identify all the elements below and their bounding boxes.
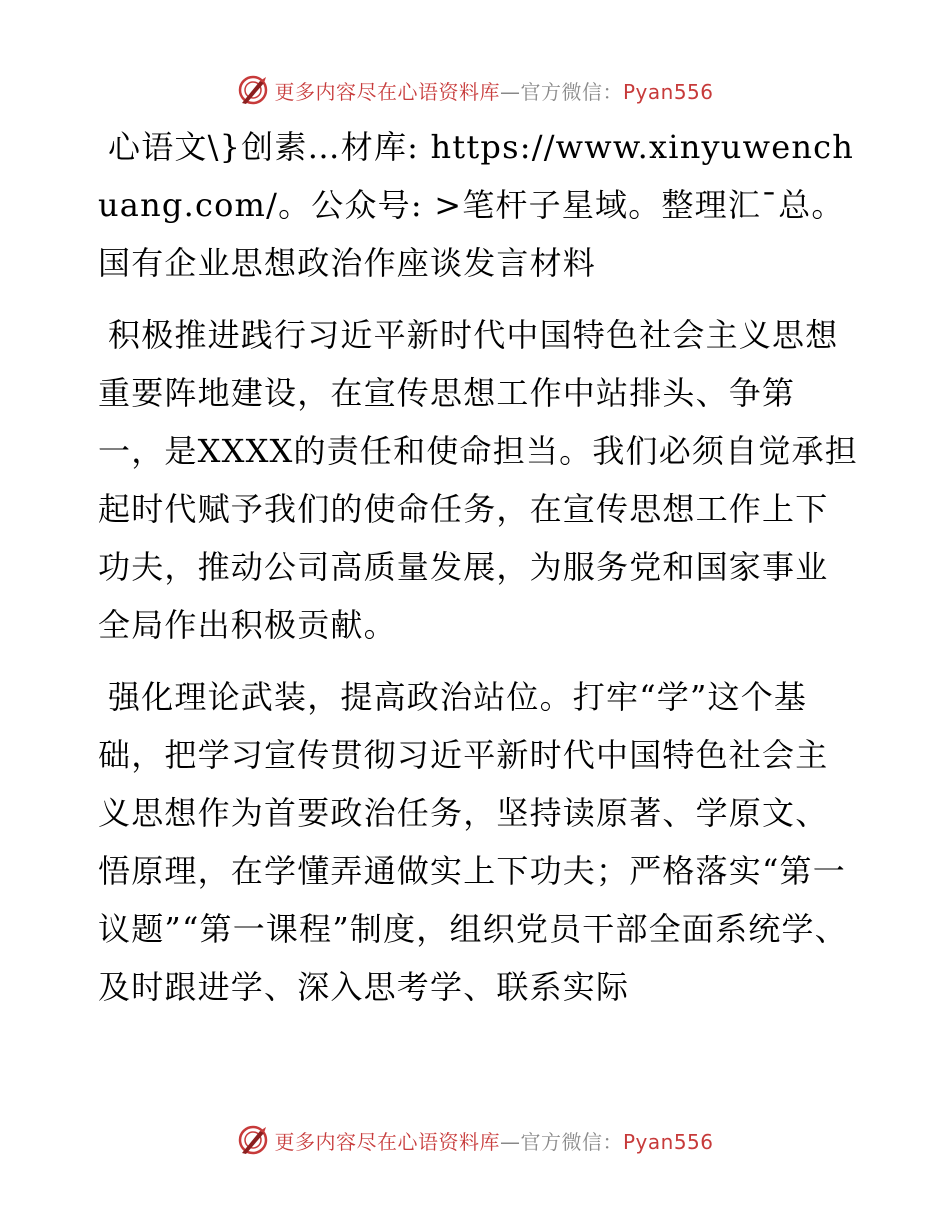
banner-wechat-id: Pyan556: [622, 1129, 714, 1154]
footer-banner: [0, 1120, 950, 1160]
quill-seal-icon: [236, 73, 270, 107]
banner-wechat-id: Pyan556: [622, 79, 714, 104]
quill-seal-icon: [236, 1123, 270, 1157]
header-banner: [0, 70, 950, 110]
banner-site-name: 更多内容尽在心语资料库: [274, 79, 500, 104]
paragraph-1: 心语文\}创素…材库: https://www.xinyuwenchuang.com/。公众号: >笔杆子星域。整理汇¯总。国有企业思想政治作座谈发言材料: [98, 128, 855, 282]
banner-official-label: 官方微信：: [520, 79, 623, 104]
banner-text: [274, 76, 713, 105]
banner-text: [274, 1126, 713, 1155]
banner-official-label: 官方微信：: [520, 1129, 623, 1154]
paragraph-3: 强化理论武装，提高政治站位。打牢“学”这个基础，把学习宣传贯彻习近平新时代中国特色社会主义思想作为首要政治任务，坚持读原著、学原文、悟原理，在学懂弄通做实上下功夫；严格落实“第一议题”“第一课程”制度，组织党员干部全面系统学、及时跟进学、深入思考学、联系实际: [98, 678, 848, 1006]
banner-site-name: 更多内容尽在心语资料库: [274, 1129, 500, 1154]
banner-dash: —: [499, 79, 521, 104]
paragraph-2: 积极推进践行习近平新时代中国特色社会主义思想重要阵地建设，在宣传思想工作中站排头、争第一，是XXXX的责任和使命担当。我们必须自觉承担起时代赋予我们的使命任务，在宣传思想工作上下功夫，推动公司高质量发展，为服务党和国家事业全局作出积极贡献。: [98, 316, 858, 644]
document-body: [98, 118, 858, 1016]
banner-dash: —: [499, 1129, 521, 1154]
